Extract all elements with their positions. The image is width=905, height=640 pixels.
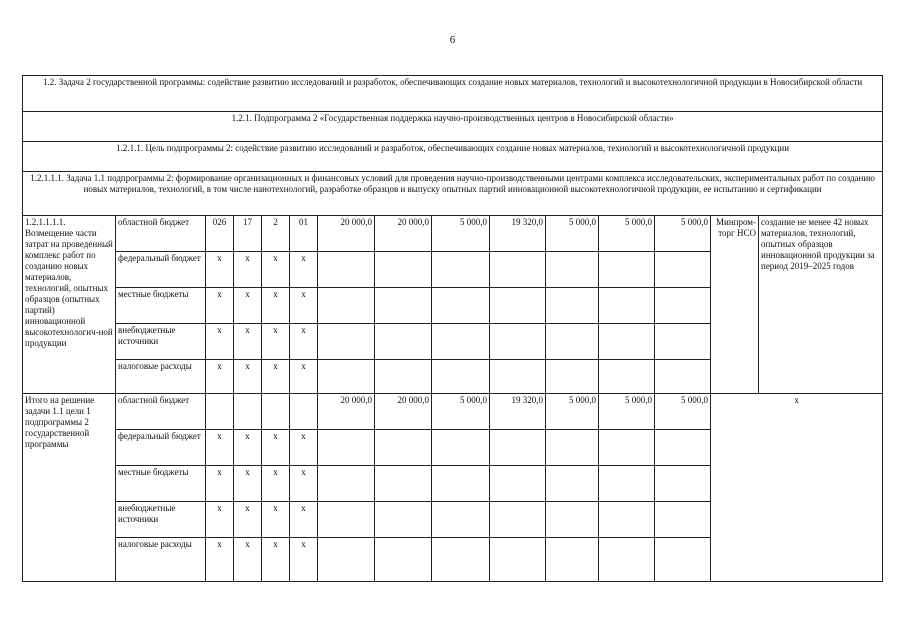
budget-code: х — [206, 360, 234, 394]
amount-cell: 5 000,0 — [432, 394, 490, 430]
amount-cell — [599, 502, 655, 538]
amount-cell — [546, 288, 599, 324]
amount-cell — [546, 252, 599, 288]
amount-cell — [318, 538, 375, 582]
budget-code: х — [234, 360, 262, 394]
amount-cell — [655, 324, 711, 360]
amount-cell — [599, 430, 655, 466]
budget-code — [262, 394, 290, 430]
block2 — [23, 394, 883, 582]
budget-code: х — [262, 538, 290, 582]
amount-cell — [375, 430, 432, 466]
funding-source: внебюджетные источники — [116, 324, 206, 360]
amount-cell — [546, 538, 599, 582]
header-task2: 1.2. Задача 2 государственной программы: содействие развитию исследований и разработок, обеспечивающих создание новых материалов, технологий и высокотехнологичной продукции в Новосибирской области — [23, 76, 883, 112]
budget-code — [234, 394, 262, 430]
budget-code: 17 — [234, 216, 262, 252]
budget-code: х — [234, 252, 262, 288]
amount-cell — [490, 430, 546, 466]
amount-cell: 20 000,0 — [318, 394, 375, 430]
funding-source: местные бюджеты — [116, 466, 206, 502]
budget-code: х — [234, 324, 262, 360]
amount-cell — [432, 538, 490, 582]
amount-cell: 5 000,0 — [599, 216, 655, 252]
amount-cell — [490, 360, 546, 394]
amount-cell — [490, 324, 546, 360]
budget-code: х — [290, 324, 318, 360]
amount-cell: 19 320,0 — [490, 394, 546, 430]
page-number: 6 — [449, 34, 456, 46]
amount-cell — [599, 324, 655, 360]
funding-source: федеральный бюджет — [116, 430, 206, 466]
header-subprogram-row — [23, 112, 883, 142]
funding-source: налоговые расходы — [116, 360, 206, 394]
header-task2-row — [23, 76, 883, 112]
budget-code: х — [262, 252, 290, 288]
amount-cell — [599, 538, 655, 582]
budget-code: х — [262, 360, 290, 394]
budget-code: х — [262, 502, 290, 538]
budget-code: х — [206, 252, 234, 288]
amount-cell — [375, 252, 432, 288]
amount-cell — [375, 538, 432, 582]
budget-code: 2 — [262, 216, 290, 252]
amount-cell — [375, 324, 432, 360]
header-goal: 1.2.1.1. Цель подпрограммы 2: содействие развитию исследований и разработок, обеспечивающих создание новых материалов, технологий и высокотехнологичной продукции — [23, 142, 883, 172]
budget-code: х — [206, 288, 234, 324]
amount-cell — [318, 466, 375, 502]
budget-code: х — [234, 502, 262, 538]
budget-code — [290, 394, 318, 430]
amount-cell: 5 000,0 — [432, 216, 490, 252]
table-row — [23, 394, 883, 430]
amount-cell: 5 000,0 — [655, 216, 711, 252]
budget-code: х — [206, 538, 234, 582]
amount-cell: 5 000,0 — [546, 394, 599, 430]
budget-code: х — [234, 430, 262, 466]
header-task11-row — [23, 172, 883, 216]
amount-cell — [490, 466, 546, 502]
budget-code: х — [290, 502, 318, 538]
budget-code: х — [206, 466, 234, 502]
amount-cell — [655, 252, 711, 288]
amount-cell — [655, 502, 711, 538]
amount-cell — [318, 324, 375, 360]
funding-source: местные бюджеты — [116, 288, 206, 324]
amount-cell — [546, 466, 599, 502]
amount-cell: 5 000,0 — [599, 394, 655, 430]
amount-cell — [490, 288, 546, 324]
budget-code: х — [234, 538, 262, 582]
row-title: 1.2.1.1.1.1. Возмещение части затрат на проведенный комплекс работ по созданию новых материалов, технологий, опытных образцов (опытных партий) инновационной высокотехнологич-ной продукции — [23, 216, 116, 394]
amount-cell — [432, 430, 490, 466]
row-title: Итого на решение задачи 1.1 цели 1 подпрограммы 2 государственной программы — [23, 394, 116, 582]
amount-cell — [599, 360, 655, 394]
budget-code: х — [290, 360, 318, 394]
funding-source: федеральный бюджет — [116, 252, 206, 288]
amount-cell — [599, 288, 655, 324]
amount-cell: 20 000,0 — [318, 216, 375, 252]
budget-code: 026 — [206, 216, 234, 252]
budget-code: 01 — [290, 216, 318, 252]
amount-cell — [490, 538, 546, 582]
funding-source: областной бюджет — [116, 216, 206, 252]
amount-cell — [318, 252, 375, 288]
amount-cell — [318, 288, 375, 324]
budget-code: х — [262, 430, 290, 466]
budget-code: х — [206, 324, 234, 360]
amount-cell — [375, 288, 432, 324]
amount-cell — [490, 252, 546, 288]
amount-cell — [375, 360, 432, 394]
budget-code: х — [290, 252, 318, 288]
merged-mark: х — [711, 394, 883, 582]
amount-cell — [655, 430, 711, 466]
amount-cell — [432, 252, 490, 288]
amount-cell — [432, 324, 490, 360]
amount-cell — [546, 502, 599, 538]
amount-cell — [546, 430, 599, 466]
budget-code: х — [290, 288, 318, 324]
amount-cell — [432, 288, 490, 324]
responsible-executor: Минпром-торг НСО — [711, 216, 759, 394]
budget-code: х — [206, 430, 234, 466]
budget-code — [206, 394, 234, 430]
amount-cell: 5 000,0 — [546, 216, 599, 252]
budget-code: х — [290, 538, 318, 582]
amount-cell — [599, 466, 655, 502]
amount-cell — [432, 466, 490, 502]
funding-source: областной бюджет — [116, 394, 206, 430]
budget-code: х — [234, 288, 262, 324]
amount-cell: 20 000,0 — [375, 394, 432, 430]
block1 — [23, 216, 883, 394]
amount-cell — [432, 502, 490, 538]
funding-source: внебюджетные источники — [116, 502, 206, 538]
header-subprogram: 1.2.1. Подпрограмма 2 «Государственная поддержка научно-производственных центров в Новосибирской области» — [23, 112, 883, 142]
header-task11: 1.2.1.1.1. Задача 1.1 подпрограммы 2: формирование организационных и финансовых условий для проведения научно-производственными центрами комплекса исследовательских, экспериментальных работ по созданию новых материалов, технологий, в том числе нанотехнологий, разработке образцов и выпуску опытных партий инновационной высокотехнологичной продукции, ее испытанию и сертификации — [23, 172, 883, 216]
budget-code: х — [206, 502, 234, 538]
amount-cell: 5 000,0 — [655, 394, 711, 430]
budget-code: х — [290, 466, 318, 502]
budget-code: х — [262, 288, 290, 324]
amount-cell — [432, 360, 490, 394]
amount-cell — [546, 324, 599, 360]
amount-cell — [490, 502, 546, 538]
amount-cell: 19 320,0 — [490, 216, 546, 252]
budget-code: х — [290, 430, 318, 466]
amount-cell — [655, 538, 711, 582]
amount-cell — [375, 502, 432, 538]
budget-code: х — [234, 466, 262, 502]
amount-cell — [318, 360, 375, 394]
funding-source: налоговые расходы — [116, 538, 206, 582]
amount-cell — [318, 430, 375, 466]
amount-cell: 20 000,0 — [375, 216, 432, 252]
budget-code: х — [262, 466, 290, 502]
amount-cell — [599, 252, 655, 288]
amount-cell — [655, 360, 711, 394]
amount-cell — [655, 466, 711, 502]
budget-code: х — [262, 324, 290, 360]
amount-cell — [375, 466, 432, 502]
program-table — [22, 75, 883, 582]
header-goal-row — [23, 142, 883, 172]
expected-result: создание не менее 42 новых материалов, технологий, опытных образцов инновационной продукции за период 2019–2025 годов — [759, 216, 883, 394]
table-row — [23, 216, 883, 252]
amount-cell — [318, 502, 375, 538]
amount-cell — [655, 288, 711, 324]
amount-cell — [546, 360, 599, 394]
